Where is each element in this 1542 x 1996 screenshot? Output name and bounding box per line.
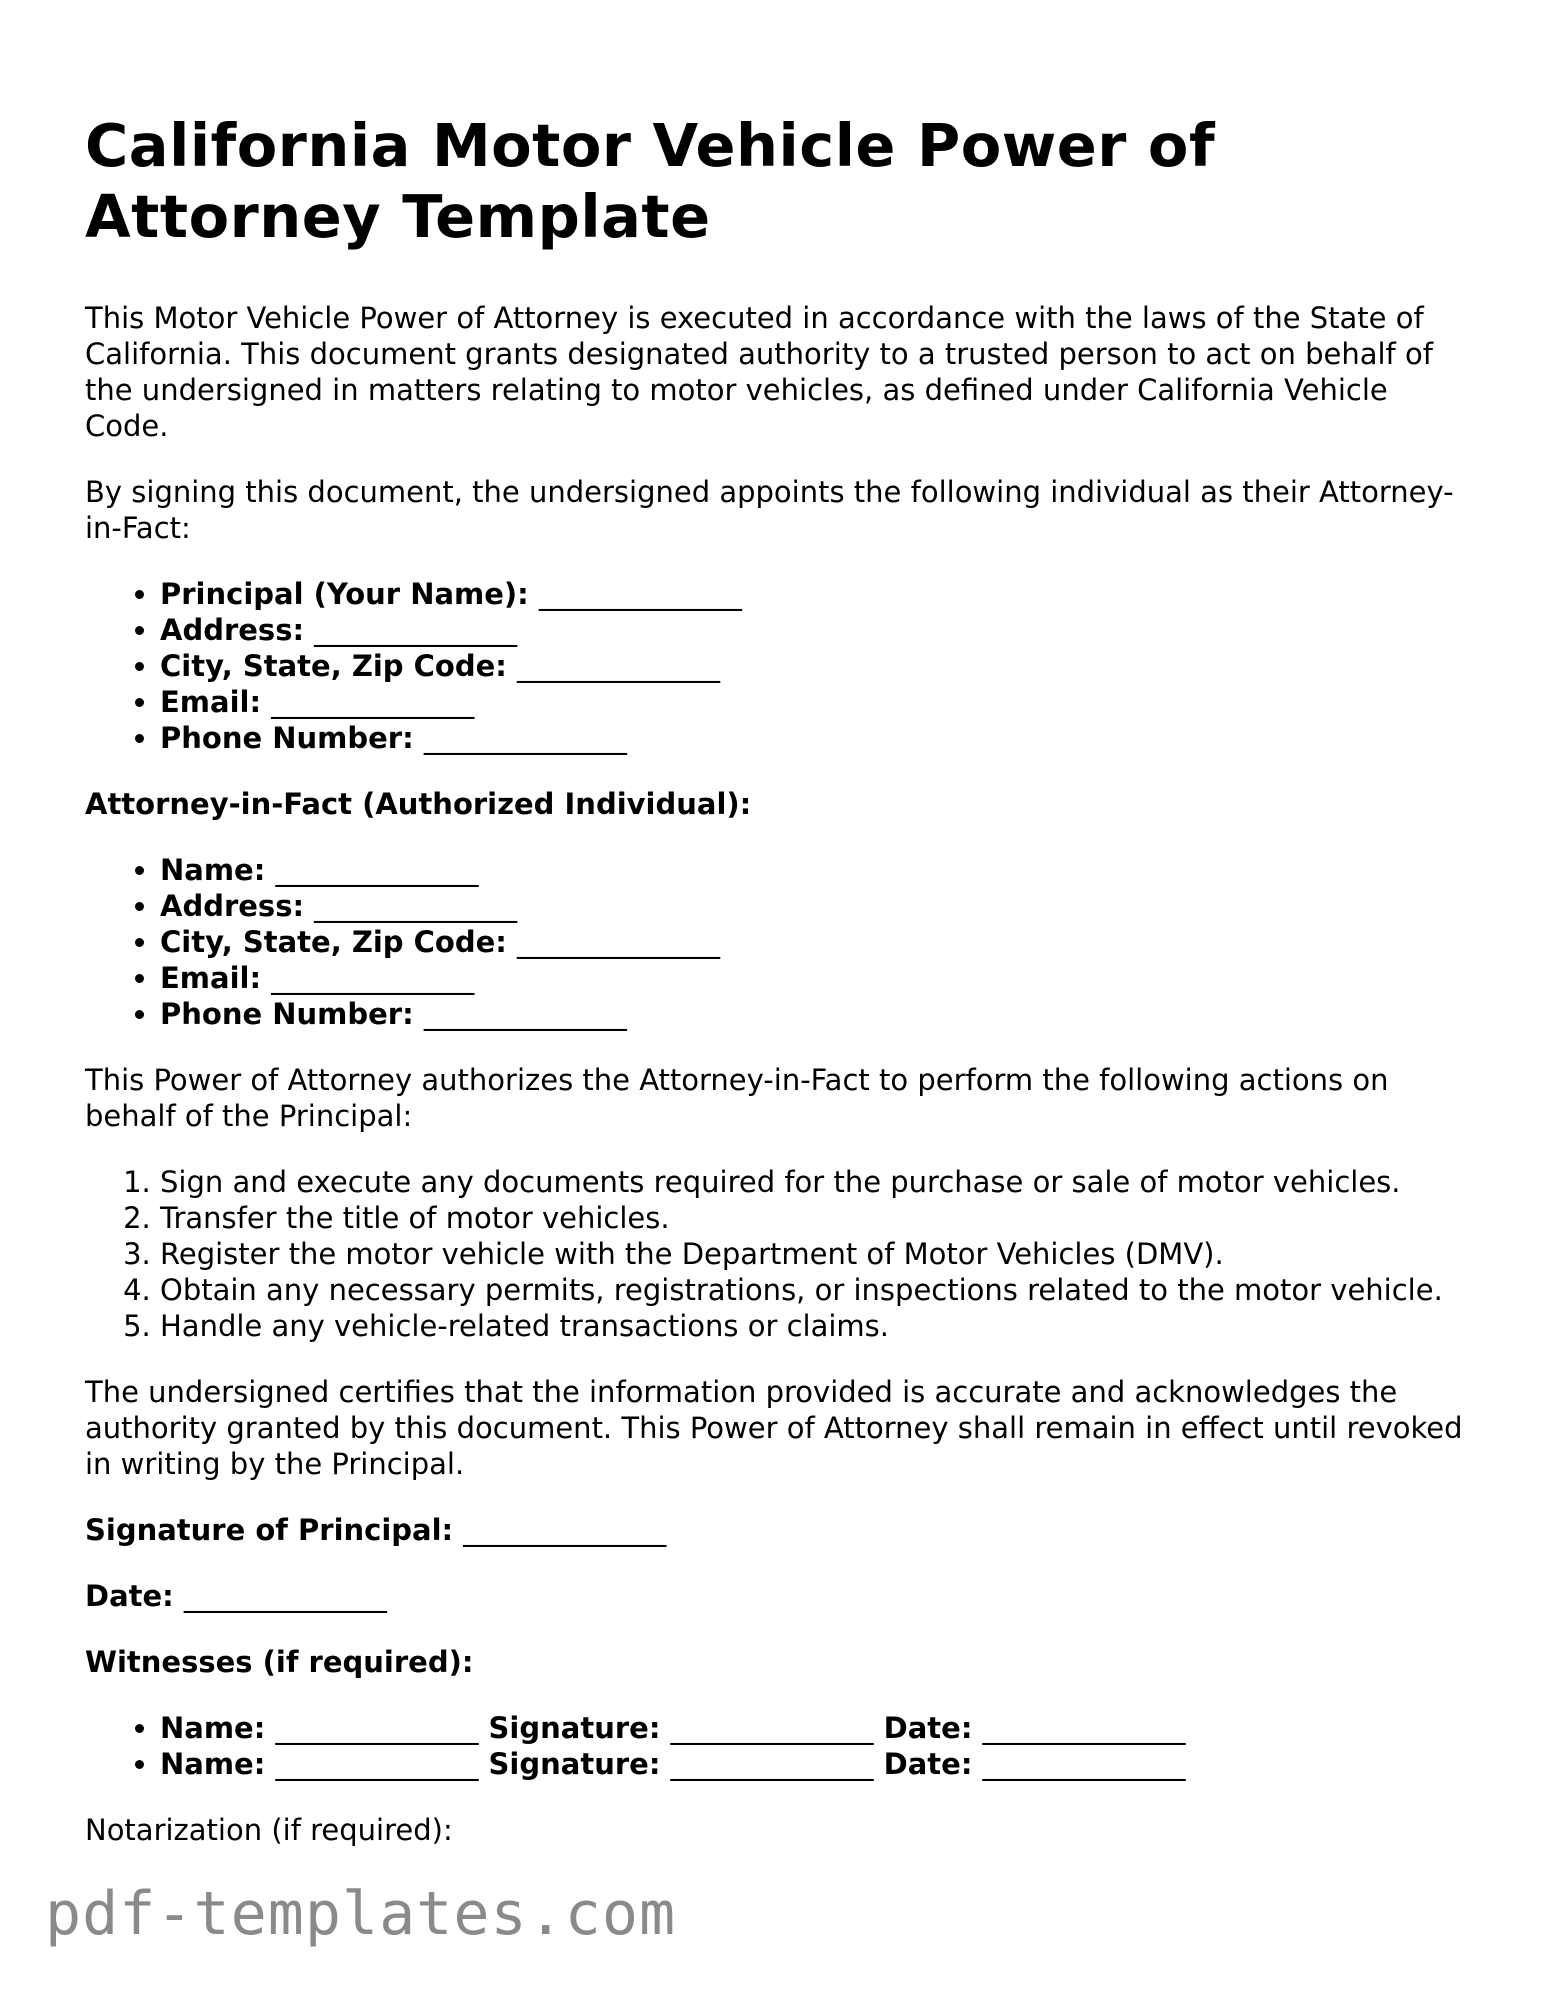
document-title: California Motor Vehicle Power of Attorney Template bbox=[85, 111, 1216, 251]
signature-line bbox=[85, 1512, 1465, 1548]
field-blank: ______________ bbox=[982, 1747, 1186, 1781]
witness-list bbox=[85, 1710, 1465, 1782]
action-item: 5. Handle any vehicle-related transactions or claims. bbox=[160, 1308, 1465, 1344]
document-page bbox=[85, 110, 1465, 1878]
attorney-field bbox=[160, 852, 1465, 888]
attorney-fields-list bbox=[85, 852, 1465, 1032]
signature-label: Signature of Principal: bbox=[85, 1513, 454, 1547]
action-item: 1. Sign and execute any documents required for the purchase or sale of motor vehicles. bbox=[160, 1164, 1465, 1200]
witnesses-heading: Witnesses (if required): bbox=[85, 1645, 474, 1679]
field-blank: ______________ bbox=[516, 649, 720, 683]
date-blank: ______________ bbox=[183, 1579, 387, 1613]
field-blank: ______________ bbox=[271, 685, 475, 719]
date-label: Date: bbox=[85, 1579, 174, 1613]
attorney-field bbox=[160, 960, 1465, 996]
witness-name-label: Name: bbox=[160, 1747, 266, 1781]
field-label: Phone Number: bbox=[160, 997, 414, 1031]
principal-field bbox=[160, 612, 1465, 648]
witness-row bbox=[160, 1710, 1465, 1746]
field-label: Address: bbox=[160, 889, 305, 923]
actions-list bbox=[85, 1164, 1465, 1344]
authorize-paragraph: This Power of Attorney authorizes the Attorney-in-Fact to perform the following actions on behalf of the Principal: bbox=[85, 1063, 1389, 1133]
action-item: 2. Transfer the title of motor vehicles. bbox=[160, 1200, 1465, 1236]
principal-field bbox=[160, 576, 1465, 612]
attorney-field bbox=[160, 924, 1465, 960]
witness-row bbox=[160, 1746, 1465, 1782]
field-label: City, State, Zip Code: bbox=[160, 649, 507, 683]
field-label: Email: bbox=[160, 961, 262, 995]
field-blank: ______________ bbox=[271, 961, 475, 995]
appoint-paragraph: By signing this document, the undersigned appoints the following individual as their Attorney-in-Fact: bbox=[85, 475, 1454, 545]
field-blank: ______________ bbox=[423, 997, 627, 1031]
field-label: Name: bbox=[160, 853, 266, 887]
field-label: Principal (Your Name): bbox=[160, 577, 529, 611]
field-blank: ______________ bbox=[314, 889, 518, 923]
attorney-heading: Attorney-in-Fact (Authorized Individual): bbox=[85, 787, 752, 821]
field-blank: ______________ bbox=[314, 613, 518, 647]
field-blank: ______________ bbox=[275, 853, 479, 887]
field-blank: ______________ bbox=[275, 1711, 479, 1745]
notarization-line: Notarization (if required): bbox=[85, 1813, 453, 1847]
field-blank: ______________ bbox=[275, 1747, 479, 1781]
date-line bbox=[85, 1578, 1465, 1614]
principal-fields-list bbox=[85, 576, 1465, 756]
action-item: 3. Register the motor vehicle with the Department of Motor Vehicles (DMV). bbox=[160, 1236, 1465, 1272]
signature-blank: ______________ bbox=[463, 1513, 667, 1547]
field-label: City, State, Zip Code: bbox=[160, 925, 507, 959]
witness-date-label: Date: bbox=[883, 1711, 973, 1745]
witness-name-label: Name: bbox=[160, 1711, 266, 1745]
field-blank: ______________ bbox=[538, 577, 742, 611]
principal-field bbox=[160, 684, 1465, 720]
attorney-field bbox=[160, 888, 1465, 924]
watermark: pdf-templates.com bbox=[45, 1879, 677, 1949]
field-blank: ______________ bbox=[670, 1711, 874, 1745]
field-label: Phone Number: bbox=[160, 721, 414, 755]
field-blank: ______________ bbox=[516, 925, 720, 959]
witness-signature-label: Signature: bbox=[488, 1747, 661, 1781]
principal-field bbox=[160, 648, 1465, 684]
field-label: Email: bbox=[160, 685, 262, 719]
principal-field bbox=[160, 720, 1465, 756]
field-blank: ______________ bbox=[982, 1711, 1186, 1745]
intro-paragraph: This Motor Vehicle Power of Attorney is executed in accordance with the laws of the State of California. This document grants designated authority to a trusted person to act on behalf of the undersigned in matters relating to motor vehicles, as defined under California Vehicle Code. bbox=[85, 301, 1433, 443]
witness-date-label: Date: bbox=[883, 1747, 973, 1781]
witness-signature-label: Signature: bbox=[488, 1711, 661, 1745]
field-label: Address: bbox=[160, 613, 305, 647]
field-blank: ______________ bbox=[423, 721, 627, 755]
field-blank: ______________ bbox=[670, 1747, 874, 1781]
attorney-field bbox=[160, 996, 1465, 1032]
certify-paragraph: The undersigned certifies that the information provided is accurate and acknowledges the authority granted by this document. This Power of Attorney shall remain in effect until revoked in writing by the Principal. bbox=[85, 1375, 1463, 1481]
action-item: 4. Obtain any necessary permits, registrations, or inspections related to the motor vehicle. bbox=[160, 1272, 1465, 1308]
